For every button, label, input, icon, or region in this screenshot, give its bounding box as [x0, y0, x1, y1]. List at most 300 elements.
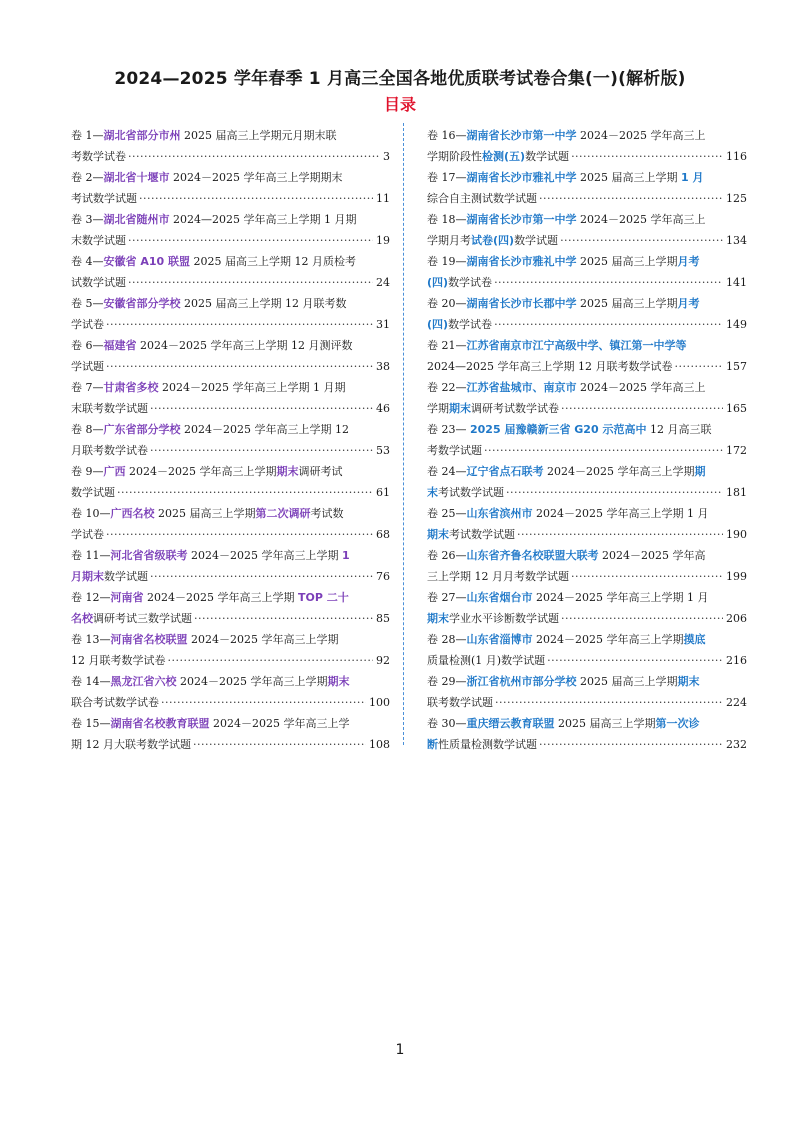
toc-entry-highlight: 湖北省随州市	[103, 213, 170, 226]
toc-entry-text: 学试卷	[71, 528, 104, 541]
toc-entry-highlight: 期末	[427, 612, 449, 625]
toc-entry-text: 卷 17—	[427, 171, 467, 184]
toc-entry-text-line2	[427, 314, 492, 335]
toc-entry-line2	[427, 356, 747, 377]
toc-entry[interactable]	[427, 377, 747, 419]
toc-entry-text: 考试数学试题	[449, 528, 515, 541]
toc-entry-text-line2	[71, 146, 126, 167]
toc-entry-highlight: 1 月	[680, 171, 704, 184]
toc-entry-highlight: 广东省部分学校	[103, 423, 181, 436]
toc-entry-highlight: 湖南省长沙市雅礼中学	[466, 171, 577, 184]
toc-entry-text: 卷 27—	[427, 591, 467, 604]
toc-entry-text: 数学试题	[71, 486, 115, 499]
toc-entry[interactable]	[71, 461, 390, 503]
toc-entry-text: 联考数学试题	[427, 696, 493, 709]
dot-leader	[517, 521, 723, 542]
dot-leader	[128, 227, 373, 248]
toc-entry-text-line2	[71, 440, 148, 461]
toc-entry-highlight: 湖南省长沙市第一中学	[466, 213, 577, 226]
toc-entry-line2	[427, 608, 747, 629]
toc-entry-text-line2	[427, 650, 545, 671]
dot-leader	[106, 311, 373, 332]
toc-entry-text: 2025 届高三上学期	[554, 717, 656, 730]
toc-entry-highlight: 河南省名校联盟	[110, 633, 188, 646]
toc-entry-text: 卷 13—	[71, 633, 111, 646]
toc-entry-text: 2024—2025 学年高三上学期 1 月期	[169, 213, 357, 226]
toc-entry-text: 末数学试题	[71, 234, 126, 247]
dot-leader	[494, 269, 723, 290]
toc-page-number: 141	[726, 276, 747, 289]
toc-entry-text: 考试数学试题	[71, 192, 137, 205]
toc-entry-highlight: 检测(五)	[482, 150, 526, 163]
toc-entry-highlight: 湖南省长沙市第一中学	[466, 129, 577, 142]
toc-entry-highlight: 摸底	[683, 633, 706, 646]
toc-entry-text: 卷 30—	[427, 717, 467, 730]
toc-entry-highlight: 2025 届豫赣新三省 G20 示范高中	[470, 423, 647, 436]
toc-entry-text: 考数学试题	[427, 444, 482, 457]
toc-page-number: 108	[369, 738, 390, 751]
toc-entry-text: 卷 22—	[427, 381, 467, 394]
toc-entry-text: 卷 10—	[71, 507, 111, 520]
toc-page-number: 232	[726, 738, 747, 751]
toc-column-right	[427, 125, 747, 755]
toc-entry-text: 月联考数学试卷	[71, 444, 148, 457]
toc-entry[interactable]	[427, 251, 747, 293]
dot-leader	[571, 563, 723, 584]
dot-leader	[547, 647, 723, 668]
toc-entry-text-line2	[71, 272, 126, 293]
toc-entry[interactable]	[427, 419, 747, 461]
toc-page-number: 76	[376, 570, 390, 583]
toc-entry-highlight: 湖北省部分市州	[103, 129, 181, 142]
toc-entry-highlight: 甘肃省多校	[103, 381, 159, 394]
toc-entry-line2	[427, 230, 747, 251]
toc-entry-text: 末联考数学试题	[71, 402, 148, 415]
dot-leader	[139, 185, 373, 206]
toc-entry[interactable]	[71, 167, 390, 209]
toc-entry-line2	[427, 440, 747, 461]
toc-page-number: 206	[726, 612, 747, 625]
toc-entry-text: 卷 5—	[71, 297, 104, 310]
toc-entry-line2	[427, 188, 747, 209]
dot-leader	[117, 479, 373, 500]
toc-entry-text: 卷 12—	[71, 591, 111, 604]
toc-entry-text: 2024－2025 学年高三上学期	[532, 633, 684, 646]
toc-page-number: 165	[726, 402, 747, 415]
toc-page-number: 100	[369, 696, 390, 709]
toc-entry[interactable]	[71, 251, 390, 293]
toc-entry-text-line2	[71, 314, 104, 335]
toc-entry-text-line2	[427, 524, 515, 545]
toc-page-number: 68	[376, 528, 390, 541]
toc-entry-text-line2	[427, 608, 559, 629]
toc-entry-text-line2	[427, 734, 537, 755]
toc-entry-highlight: 期末	[327, 675, 350, 688]
toc-page-number: 224	[726, 696, 747, 709]
toc-column-left	[71, 125, 390, 755]
toc-entry-text: 卷 26—	[427, 549, 467, 562]
toc-entry-text-line2	[71, 188, 137, 209]
toc-entry-text: 12 月高三联	[646, 423, 712, 436]
toc-entry-highlight: 山东省齐鲁名校联盟大联考	[466, 549, 599, 562]
toc-entry-highlight: 辽宁省点石联考	[466, 465, 544, 478]
toc-entry-text: 2025 届高三上学期 12 月联考数	[180, 297, 347, 310]
toc-entry-highlight: 期末	[449, 402, 471, 415]
toc-entry[interactable]	[71, 293, 390, 335]
toc-page-number: 85	[376, 612, 390, 625]
toc-page-number: 216	[726, 654, 747, 667]
toc-entry-line2	[427, 272, 747, 293]
toc-entry-line2	[427, 398, 747, 419]
toc-entry-highlight: 末	[427, 486, 438, 499]
toc-entry-text: 卷 25—	[427, 507, 467, 520]
toc-entry-text: 性质量检测数学试题	[438, 738, 537, 751]
toc-page-number: 125	[726, 192, 747, 205]
toc-entry-text: 2024－2025 学年高三上学期 1 月	[532, 591, 709, 604]
toc-entry[interactable]	[427, 209, 747, 251]
toc-entry-text: 期 12 月大联考数学试题	[71, 738, 191, 751]
toc-entry-text: 卷 19—	[427, 255, 467, 268]
toc-entry-text: 数学试卷	[448, 276, 493, 289]
dot-leader	[128, 269, 373, 290]
toc-entry[interactable]	[71, 713, 390, 755]
document-title: 2024—2025 学年春季 1 月高三全国各地优质联考试卷合集(一)(解析版)	[114, 69, 686, 89]
toc-entry-highlight: TOP 二十	[297, 591, 349, 604]
toc-entry-line2	[71, 356, 390, 377]
toc-entry-text: 卷 20—	[427, 297, 467, 310]
toc-entry[interactable]	[71, 377, 390, 419]
toc-entry-text: 2024－2025 学年高	[598, 549, 706, 562]
toc-entry-text: 2024－2025 学年高三上	[576, 213, 706, 226]
dot-leader	[539, 185, 723, 206]
dot-leader	[193, 731, 366, 752]
toc-page-number: 24	[376, 276, 390, 289]
toc-page-number: 181	[726, 486, 747, 499]
toc-entry-highlight: 湖南省长沙市长郡中学	[466, 297, 577, 310]
toc-entry-highlight: 湖南省长沙市雅礼中学	[466, 255, 577, 268]
toc-entry-text: 卷 9—	[71, 465, 104, 478]
toc-entry-text-line2	[71, 230, 126, 251]
toc-entry[interactable]	[427, 503, 747, 545]
dot-leader	[194, 605, 373, 626]
toc-entry-text-line2	[427, 356, 672, 377]
toc-entry-text-line2	[71, 650, 166, 671]
toc-entry-text: 卷 24—	[427, 465, 467, 478]
page-number: 1	[395, 1042, 405, 1058]
toc-entry-text: 学试卷	[71, 318, 104, 331]
toc-page-number: 172	[726, 444, 747, 457]
dot-leader	[571, 143, 723, 164]
toc-entry-text: 综合自主测试数学试题	[427, 192, 537, 205]
dot-leader	[150, 395, 373, 416]
toc-entry-highlight: 安徽省 A10 联盟	[103, 255, 190, 268]
toc-entry-text: 卷 2—	[71, 171, 104, 184]
toc-entry-text-line2	[427, 398, 559, 419]
dot-leader	[506, 479, 723, 500]
toc-entry-text: 2024－2025 学年高三上	[576, 381, 706, 394]
toc-entry-text: 2025 届高三上学期	[576, 675, 678, 688]
dot-leader	[494, 311, 723, 332]
toc-entry-highlight: 月期末	[71, 570, 104, 583]
toc-entry-highlight: 期末	[276, 465, 299, 478]
toc-entry-highlight: 期末	[677, 675, 700, 688]
toc-page-number: 46	[376, 402, 390, 415]
toc-entry-text-line2	[427, 440, 482, 461]
toc-entry-text: 卷 21—	[427, 339, 467, 352]
toc-entry-highlight: 山东省滨州市	[466, 507, 533, 520]
toc-entry-line2	[427, 314, 747, 335]
toc-entry-line2	[71, 314, 390, 335]
toc-entry-highlight: 福建省	[103, 339, 137, 352]
toc-entry-highlight: 第一次诊	[655, 717, 700, 730]
toc-entry-text-line2	[71, 398, 148, 419]
toc-page-number: 157	[726, 360, 747, 373]
toc-entry-text-line2	[427, 230, 558, 251]
toc-entry-text: 卷 11—	[71, 549, 111, 562]
toc-entry[interactable]	[71, 629, 390, 671]
toc-entry[interactable]	[71, 335, 390, 377]
toc-entry-text: 调研考试数学试卷	[471, 402, 559, 415]
toc-entry-line2	[71, 398, 390, 419]
toc-entry[interactable]	[71, 587, 390, 629]
toc-entry-text-line2	[71, 608, 192, 629]
toc-entry-highlight: 月考	[677, 297, 700, 310]
dot-leader	[495, 689, 723, 710]
toc-entry-text: 12 月联考数学试卷	[71, 654, 166, 667]
toc-entry-text: 卷 14—	[71, 675, 111, 688]
column-divider	[403, 123, 404, 745]
toc-entry-highlight: 山东省淄博市	[466, 633, 533, 646]
toc-entry-text: 联合考试数学试卷	[71, 696, 159, 709]
toc-entry[interactable]	[71, 125, 390, 167]
toc-entry-line2	[427, 734, 747, 755]
toc-entry-text: 卷 8—	[71, 423, 104, 436]
toc-page-number: 53	[376, 444, 390, 457]
toc-entry-highlight: 山东省烟台市	[466, 591, 533, 604]
toc-entry-text-line2	[427, 272, 492, 293]
dot-leader	[561, 395, 723, 416]
toc-entry-text: 试数学试题	[71, 276, 126, 289]
toc-entry-highlight: 河南省	[110, 591, 144, 604]
dot-leader	[484, 437, 723, 458]
toc-entry-text: 2024－2025 学年高三上学期	[187, 549, 342, 562]
dot-leader	[150, 437, 373, 458]
dot-leader	[106, 521, 373, 542]
toc-entry-text: 2025 届高三上学期	[576, 297, 678, 310]
toc-entry-text-line2	[427, 146, 569, 167]
toc-entry-text: 2025 届高三上学期 12 月质检考	[189, 255, 356, 268]
toc-entry-text: 卷 3—	[71, 213, 104, 226]
toc-entry-line2	[71, 188, 390, 209]
toc-entry-line2	[427, 692, 747, 713]
toc-entry-text: 卷 23—	[427, 423, 470, 436]
toc-entry-text: 2024－2025 学年高三上学期	[187, 633, 339, 646]
toc-entry-highlight: 期末	[427, 528, 449, 541]
toc-entry-highlight: (四)	[427, 318, 449, 331]
toc-entry-highlight: 月考	[677, 255, 700, 268]
toc-entry-highlight: 断	[427, 738, 438, 751]
toc-entry-text: 卷 16—	[427, 129, 467, 142]
toc-entry-text: 考数学试卷	[71, 150, 126, 163]
toc-entry-text: 卷 15—	[71, 717, 111, 730]
toc-entry[interactable]	[427, 125, 747, 167]
toc-entry[interactable]	[427, 629, 747, 671]
toc-entry-text: 2024－2025 学年高三上学期 12	[180, 423, 349, 436]
toc-entry-line2	[71, 440, 390, 461]
toc-entry-highlight: 江苏省盐城市、南京市	[466, 381, 577, 394]
toc-entry-line2	[71, 692, 390, 713]
toc-entry-text: 2024－2025 学年高三上学期 12 月测评数	[136, 339, 353, 352]
toc-entry-highlight: 湖南省名校教育联盟	[110, 717, 210, 730]
toc-entry-text: 卷 18—	[427, 213, 467, 226]
toc-entry[interactable]	[71, 671, 390, 713]
toc-entry-text: 卷 6—	[71, 339, 104, 352]
toc-entry-highlight: 河北省省级联考	[110, 549, 188, 562]
toc-entry[interactable]	[71, 545, 390, 587]
toc-entry-text-line2	[71, 692, 159, 713]
toc-heading: 目录	[383, 95, 416, 114]
toc-entry[interactable]	[427, 335, 747, 377]
toc-page-number: 149	[726, 318, 747, 331]
toc-entry-highlight: 浙江省杭州市部分学校	[466, 675, 577, 688]
toc-entry-line2	[427, 146, 747, 167]
toc-entry[interactable]	[427, 461, 747, 503]
toc-entry-text-line2	[427, 188, 537, 209]
toc-entry-line2	[427, 482, 747, 503]
toc-entry[interactable]	[427, 671, 747, 713]
toc-entry-text-line2	[71, 734, 191, 755]
toc-entry[interactable]	[71, 209, 390, 251]
toc-page-number: 38	[376, 360, 390, 373]
toc-entry-text: 2025 届高三上学期	[576, 171, 681, 184]
dot-leader	[539, 731, 723, 752]
toc-entry-text: 2024－2025 学年高三上学期	[143, 591, 298, 604]
toc-page-number: 134	[726, 234, 747, 247]
toc-entry-highlight: 名校	[71, 612, 93, 625]
toc-entry-text: 2024—2025 学年高三上学期 12 月联考数学试卷	[427, 360, 673, 373]
toc-entry-line2	[427, 650, 747, 671]
toc-entry-line2	[71, 524, 390, 545]
toc-entry-text: 2024－2025 学年高三上学期 1 月期	[158, 381, 346, 394]
toc-entry-text-line2	[427, 482, 504, 503]
toc-entry-text: 数学试题	[525, 150, 570, 163]
toc-entry-line2	[71, 650, 390, 671]
toc-entry-text: 2024－2025 学年高三上学期	[176, 675, 328, 688]
toc-entry-line2	[427, 566, 747, 587]
toc-entry-text: 数学试卷	[448, 318, 493, 331]
toc-entry-highlight: 广西名校	[110, 507, 155, 520]
toc-entry-text-line2	[71, 524, 104, 545]
toc-page-number: 199	[726, 570, 747, 583]
toc-entry[interactable]	[427, 293, 747, 335]
toc-entry-line2	[71, 734, 390, 755]
toc-entry-text: 调研考试	[298, 465, 343, 478]
dot-leader	[674, 353, 723, 374]
toc-entry-text: 考试数	[310, 507, 344, 520]
toc-entry[interactable]	[71, 503, 390, 545]
toc-entry[interactable]	[427, 587, 747, 629]
toc-entry-text: 数学试题	[514, 234, 559, 247]
toc-entry[interactable]	[427, 713, 747, 755]
toc-entry-text: 学试题	[71, 360, 104, 373]
toc-page-number: 116	[726, 150, 747, 163]
dot-leader	[161, 689, 366, 710]
toc-page-number: 61	[376, 486, 390, 499]
toc-entry-text: 调研考试三数学试题	[93, 612, 192, 625]
toc-entry-text-line2	[427, 566, 569, 587]
toc-entry-text: 2024－2025 学年高三上学期期末	[169, 171, 343, 184]
toc-entry-text: 2024－2025 学年高三上学期	[125, 465, 277, 478]
dot-leader	[561, 605, 723, 626]
toc-entry-line2	[71, 482, 390, 503]
toc-entry-text: 学业水平诊断数学试题	[449, 612, 559, 625]
dot-leader	[106, 353, 373, 374]
toc-entry-text: 卷 1—	[71, 129, 104, 142]
toc-entry-text: 2024－2025 学年高三上学期 1 月	[532, 507, 709, 520]
toc-entry-text: 卷 4—	[71, 255, 104, 268]
toc-entry-highlight: 安徽省部分学校	[103, 297, 181, 310]
toc-entry-text: 学期	[427, 402, 449, 415]
toc-page-number: 190	[726, 528, 747, 541]
toc-page-number: 19	[376, 234, 390, 247]
toc-entry-text: 卷 29—	[427, 675, 467, 688]
toc-entry-text-line2	[71, 482, 115, 503]
toc-entry-highlight: 湖北省十堰市	[103, 171, 170, 184]
toc-entry-highlight: 试卷(四)	[471, 234, 515, 247]
toc-page-number: 3	[383, 150, 390, 163]
toc-entry[interactable]	[71, 419, 390, 461]
toc-entry-text: 三上学期 12 月月考数学试题	[427, 570, 569, 583]
toc-entry-highlight: 第二次调研	[255, 507, 311, 520]
toc-entry-text: 学期阶段性	[427, 150, 482, 163]
toc-entry-text: 2025 届高三上学期	[154, 507, 256, 520]
toc-entry[interactable]	[427, 545, 747, 587]
dot-leader	[150, 563, 373, 584]
dot-leader	[128, 143, 380, 164]
toc-entry-text: 数学试题	[104, 570, 148, 583]
toc-entry-highlight: 期	[694, 465, 706, 478]
toc-entry-text: 考试数学试题	[438, 486, 504, 499]
toc-entry-highlight: (四)	[427, 276, 449, 289]
toc-page-number: 92	[376, 654, 390, 667]
toc-entry-highlight: 重庆缙云教育联盟	[466, 717, 555, 730]
toc-entry[interactable]	[427, 167, 747, 209]
toc-entry-line2	[71, 272, 390, 293]
toc-entry-highlight: 广西	[103, 465, 126, 478]
toc-entry-line2	[427, 524, 747, 545]
toc-entry-line2	[71, 566, 390, 587]
toc-entry-text: 卷 7—	[71, 381, 104, 394]
dot-leader	[560, 227, 723, 248]
toc-entry-text: 2024－2025 学年高三上	[576, 129, 706, 142]
toc-page-number: 31	[376, 318, 390, 331]
toc-entry-text: 卷 28—	[427, 633, 467, 646]
toc-entry-highlight: 江苏省南京市江宁高级中学、镇江第一中学等	[466, 339, 687, 352]
toc-page-number: 11	[376, 192, 390, 205]
toc-entry-line2	[71, 230, 390, 251]
toc-entry-text: 质量检测(1 月)数学试题	[427, 654, 546, 667]
toc-entry-text: 2025 届高三上学期	[576, 255, 678, 268]
toc-entry-text: 2024－2025 学年高三上学期	[543, 465, 695, 478]
toc-entry-line2	[71, 146, 390, 167]
toc-entry-text-line2	[71, 356, 104, 377]
dot-leader	[168, 647, 374, 668]
toc-entry-text-line2	[71, 566, 148, 587]
toc-entry-text-line2	[427, 692, 493, 713]
toc-entry-line2	[71, 608, 390, 629]
toc-entry-highlight: 黑龙江省六校	[110, 675, 177, 688]
toc-entry-highlight: 1	[341, 549, 350, 562]
